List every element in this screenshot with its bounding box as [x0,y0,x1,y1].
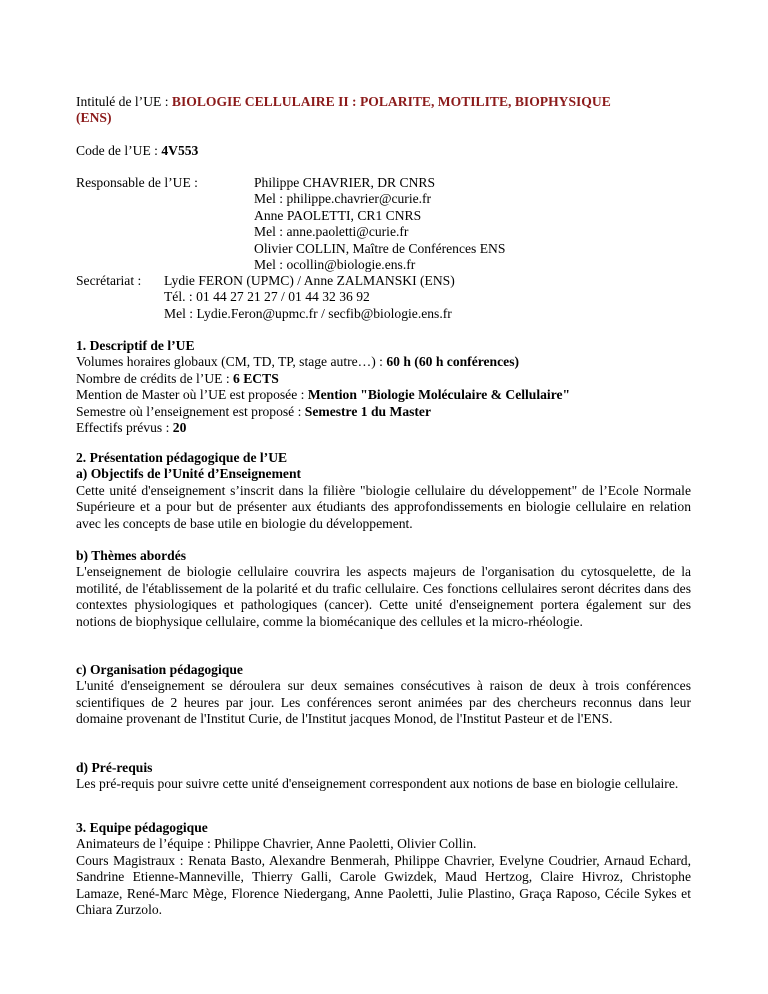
semestre-label: Semestre où l’enseignement est proposé : [76,403,305,419]
organisation-heading: c) Organisation pédagogique [76,662,243,677]
prerequis-block [76,760,691,793]
ue-code [76,143,691,159]
secretariat-line: Mel : Lydie.Feron@upmc.fr / secfib@biologie.ens.fr [164,305,452,321]
effectifs-value: 20 [172,420,187,436]
secretariat-line: Tél. : 01 44 27 21 27 / 01 44 32 36 92 [164,289,370,305]
section-2-heading: 2. Présentation pédagogique de l’UE [76,450,288,465]
section-1-heading: 1. Descriptif de l’UE [76,338,195,353]
objectifs-text: Cette unité d'enseignement s’inscrit dans la filière "biologie cellulaire du développement" de l’Ecole Normale Supérieure et a pour but de présenter aux étudiants des approfondissements en biologie cellulaire en relation avec les concepts de base utile en biologie du développement. [76,482,691,531]
organisation-block [76,662,691,728]
objectifs-heading: a) Objectifs de l’Unité d’Enseignement [76,466,302,482]
responsable-line: Mel : philippe.chavrier@curie.fr [254,191,432,207]
ue-title-value-cont: (ENS) [76,110,112,126]
effectifs-label: Effectifs prévus : [76,420,173,436]
mention-value: Mention "Biologie Moléculaire & Cellulaire" [307,387,571,403]
responsable-block [76,175,691,273]
responsable-label: Responsable de l’UE : [76,175,198,190]
prerequis-text: Les pré-requis pour suivre cette unité d'enseignement correspondent aux notions de base en biologie cellulaire. [76,776,679,792]
credits-label: Nombre de crédits de l’UE : [76,370,234,386]
section-presentation [76,450,691,532]
responsable-line: Mel : ocollin@biologie.ens.fr [254,257,416,273]
cours-text: Cours Magistraux : Renata Basto, Alexandre Benmerah, Philippe Chavrier, Evelyne Coudrier, Arnaud Echard, Sandrine Etienne-Manneville, Thierry Galli, Carole Gwizdek, Maud Hertzog, Claire Hivroz, Christophe Lamaze, René-Marc Mège, Florence Niedergang, Anne Paoletti, Julie Plastino, Graça Raposo, Cécile Sykes et Chiara Zurzolo. [76,852,691,918]
responsable-list [254,175,505,273]
ue-code-label: Code de l’UE : [76,143,162,158]
secretariat-label: Secrétariat : [76,273,142,288]
themes-heading: b) Thèmes abordés [76,548,187,563]
responsable-line: Mel : anne.paoletti@curie.fr [254,224,409,240]
responsable-line: Anne PAOLETTI, CR1 CNRS [254,207,422,223]
secretariat-block [76,273,691,321]
semestre-value: Semestre 1 du Master [304,403,431,419]
ue-code-value: 4V553 [161,143,199,158]
themes-text: L'enseignement de biologie cellulaire couvrira les aspects majeurs de l'organisation du cytosquelette, de la motilité, de l'établissement de la polarité et du trafic cellulaire. Ces fonctions cellulaires seront décrites dans des contextes physiologiques et pathologiques (cancer). Cette unité d'enseignement portera également sur des notions de biophysique cellulaire, comme la biomécanique des cellules et la micro-rhéologie. [76,564,691,629]
secretariat-list [164,273,455,322]
responsable-line: Olivier COLLIN, Maître de Conférences ENS [254,240,506,256]
responsable-line: Philippe CHAVRIER, DR CNRS [254,175,436,190]
credits-value: 6 ECTS [233,370,279,386]
section-descriptif [76,338,691,436]
section-3-heading: 3. Equipe pédagogique [76,820,208,835]
ue-title-label: Intitulé de l’UE : [76,94,172,109]
themes-block [76,548,691,630]
ue-title [76,94,691,127]
section-equipe [76,820,691,918]
ue-title-value: BIOLOGIE CELLULAIRE II : POLARITE, MOTILITE, BIOPHYSIQUE [171,94,611,109]
organisation-text: L'unité d'enseignement se déroulera sur deux semaines consécutives à raison de deux à trois conférences scientifiques de 2 heures par jour. Les conférences seront animées par des chercheurs reconnus dans leur domaine provenant de l'Institut Curie, de l'Institut jacques Monod, de l'Institut Pasteur et de l'ENS. [76,678,691,727]
secretariat-line: Lydie FERON (UPMC) / Anne ZALMANSKI (ENS) [164,273,455,288]
animateurs-text: Animateurs de l’équipe : Philippe Chavrier, Anne Paoletti, Olivier Collin. [76,836,477,852]
mention-label: Mention de Master où l’UE est proposée : [76,387,308,403]
volumes-label: Volumes horaires globaux (CM, TD, TP, stage autre…) : [76,354,387,370]
volumes-value: 60 h (60 h conférences) [386,354,520,370]
prerequis-heading: d) Pré-requis [76,760,153,775]
